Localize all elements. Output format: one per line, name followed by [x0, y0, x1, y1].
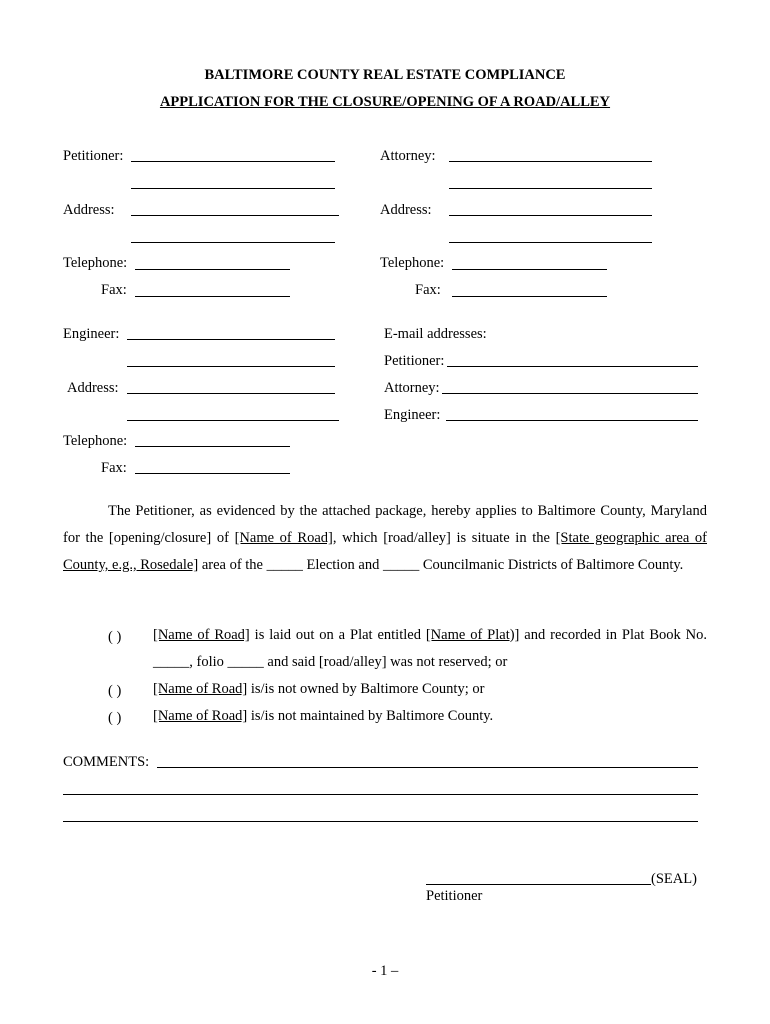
paragraph-part-1: The Petitioner, as evidenced by the attached package, hereby applies to Baltimore County, Maryland for the [opening/closure] of	[63, 503, 707, 546]
email-attorney-line[interactable]	[442, 393, 698, 394]
engineer-address-line-2[interactable]	[127, 420, 339, 421]
email-engineer-line[interactable]	[446, 420, 698, 421]
option-1-text-b: and recorded in Plat Book No. _____, folio _____ and said [road/alley] was not reserved; or	[153, 627, 708, 670]
petitioner-fax-line[interactable]	[135, 296, 290, 297]
option-2-checkbox[interactable]: ( )	[108, 683, 122, 699]
email-engineer-label: Engineer:	[384, 407, 441, 423]
paragraph-part-3: area of the _____ Election and _____ Councilmanic Districts of Baltimore County.	[198, 557, 684, 573]
form-subtitle: APPLICATION FOR THE CLOSURE/OPENING OF A ROAD/ALLEY	[159, 94, 611, 110]
attorney-fax-label: Fax:	[415, 282, 441, 298]
option-1-road-name[interactable]: [Name of Road]	[153, 627, 250, 643]
petitioner-telephone-line[interactable]	[135, 269, 290, 270]
road-name-placeholder[interactable]: [Name of Road]	[234, 530, 333, 546]
signature-caption: Petitioner	[426, 888, 483, 904]
petitioner-telephone-label: Telephone:	[63, 255, 128, 271]
option-3-text-a: is/is not maintained by Baltimore County.	[247, 708, 494, 724]
attorney-telephone-line[interactable]	[452, 269, 607, 270]
engineer-fax-label: Fax:	[101, 460, 127, 476]
paragraph-part-2: , which [road/alley] is situate in the	[332, 530, 556, 546]
petitioner-fax-label: Fax:	[101, 282, 127, 298]
engineer-label: Engineer:	[63, 326, 120, 342]
option-1-text-a: is laid out on a Plat entitled	[249, 627, 426, 643]
petitioner-name-line-2[interactable]	[131, 188, 335, 189]
option-3-text	[153, 703, 707, 730]
petitioner-address-line-1[interactable]	[131, 215, 339, 216]
comments-line-3[interactable]	[63, 821, 698, 822]
option-1-plat-name[interactable]: [Name of Plat)]	[425, 627, 520, 643]
email-petitioner-line[interactable]	[447, 366, 698, 367]
option-1-text	[153, 622, 707, 676]
engineer-telephone-line[interactable]	[135, 446, 290, 447]
petitioner-address-line-2[interactable]	[131, 242, 335, 243]
email-attorney-label: Attorney:	[384, 380, 440, 396]
petitioner-name-line-1[interactable]	[131, 161, 335, 162]
attorney-name-line-1[interactable]	[449, 161, 652, 162]
email-heading: E-mail addresses:	[384, 326, 487, 342]
option-3-checkbox[interactable]: ( )	[108, 710, 122, 726]
attorney-name-line-2[interactable]	[449, 188, 652, 189]
engineer-name-line-1[interactable]	[127, 339, 335, 340]
attorney-fax-line[interactable]	[452, 296, 607, 297]
engineer-address-line-1[interactable]	[127, 393, 335, 394]
option-2-road-name[interactable]: [Name of Road]	[153, 681, 248, 697]
option-3-road-name[interactable]: [Name of Road]	[153, 708, 248, 724]
engineer-fax-line[interactable]	[135, 473, 290, 474]
attorney-telephone-label: Telephone:	[380, 255, 445, 271]
engineer-address-label: Address:	[67, 380, 119, 396]
engineer-name-line-2[interactable]	[127, 366, 335, 367]
option-1-checkbox[interactable]: ( )	[108, 629, 122, 645]
email-petitioner-label: Petitioner:	[384, 353, 445, 369]
attorney-address-line-2[interactable]	[449, 242, 652, 243]
petitioner-label: Petitioner:	[63, 148, 124, 164]
seal-label: (SEAL)	[651, 871, 697, 887]
engineer-telephone-label: Telephone:	[63, 433, 128, 449]
attorney-address-label: Address:	[380, 202, 432, 218]
petitioner-address-label: Address:	[63, 202, 115, 218]
attorney-address-line-1[interactable]	[449, 215, 652, 216]
option-2-text-a: is/is not owned by Baltimore County; or	[247, 681, 485, 697]
page-number: - 1 –	[371, 963, 399, 979]
option-2-text	[153, 676, 707, 703]
attorney-label: Attorney:	[380, 148, 436, 164]
signature-line[interactable]	[426, 884, 651, 885]
geo-area-placeholder[interactable]: [State geographic area of County, e.g., Rosedale]	[63, 530, 707, 573]
application-paragraph	[63, 498, 707, 579]
form-title: BALTIMORE COUNTY REAL ESTATE COMPLIANCE	[204, 67, 566, 83]
comments-line-2[interactable]	[63, 794, 698, 795]
comments-line-1[interactable]	[157, 767, 698, 768]
comments-label: COMMENTS:	[63, 754, 150, 770]
